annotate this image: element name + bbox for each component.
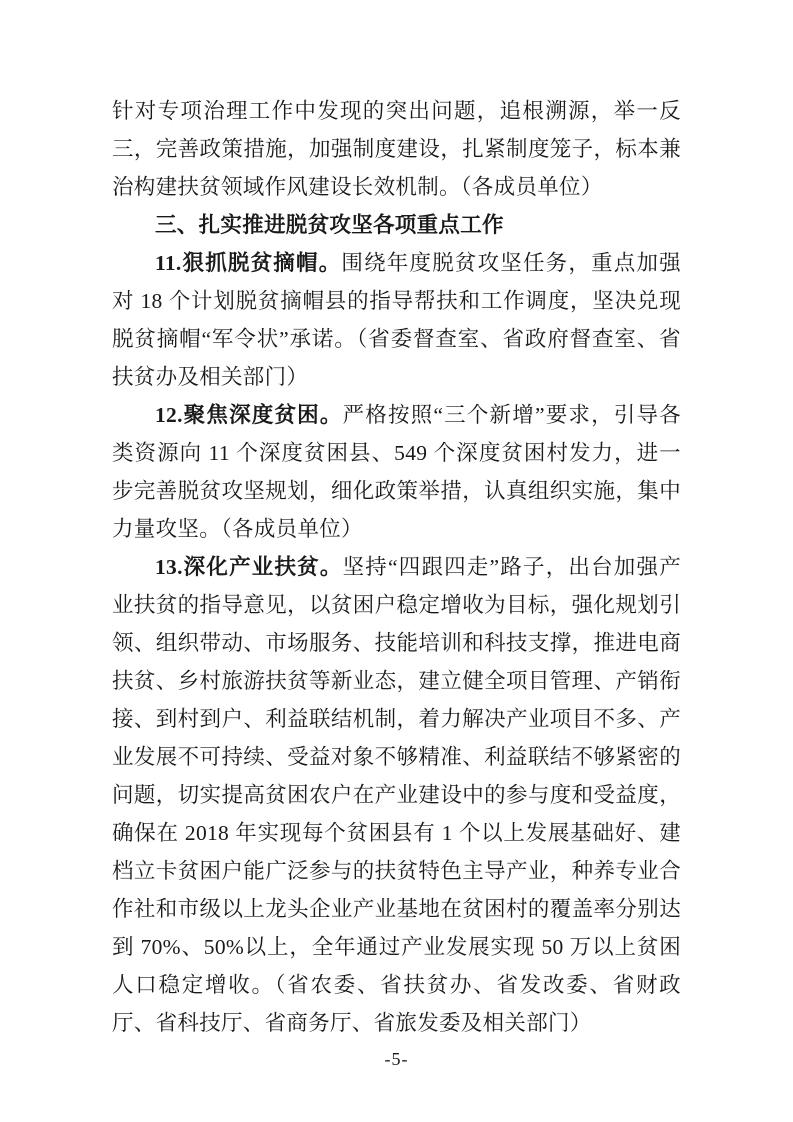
page-number: -5- [384, 1049, 409, 1069]
section-heading: 三、扎实推进脱贫攻坚各项重点工作 [155, 213, 504, 237]
item-lead-12: 聚焦深度贫困。 [182, 403, 343, 427]
item-text-12: 严格按照“三个新增”要求，引导各类资源向 11 个深度贫困县、549 个深度贫困村发力，进一步完善脱贫攻坚规划，细化政策举措，认真组织实施，集中力量攻坚。（各成员单位） [112, 403, 681, 541]
item-number-11: 11. [155, 251, 182, 275]
item-lead-13: 深化产业扶贫。 [182, 555, 343, 579]
numbered-item-12 [112, 396, 681, 548]
paragraph-continued: 针对专项治理工作中发现的突出问题，追根溯源，举一反三，完善政策措施，加强制度建设，扎紧制度笼子，标本兼治构建扶贫领域作风建设长效机制。（各成员单位） [112, 99, 681, 199]
numbered-item-13 [112, 548, 681, 1042]
item-number-13: 13. [155, 555, 183, 579]
item-text-11: 围绕年度脱贫攻坚任务，重点加强对 18 个计划脱贫摘帽县的指导帮扶和工作调度，坚决兑现脱贫摘帽“军令状”承诺。（省委督查室、省政府督查室、省扶贫办及相关部门） [112, 251, 681, 389]
item-text-13: 坚持“四跟四走”路子，出台加强产业扶贫的指导意见，以贫困户稳定增收为目标，强化规划引领、组织带动、市场服务、技能培训和科技支撑，推进电商扶贫、乡村旅游扶贫等新业态，建立健全项目管理、产销衔接、到村到户、利益联结机制，着力解决产业项目不多、产业发展不可持续、受益对象不够精准、利益联结不够紧密的问题，切实提高贫困农户在产业建设中的参与度和受益度，确保在 2018 年实现每个贫困县有 1 个以上发展基础好、建档立卡贫困户能广泛参与的扶贫特色主导产业，种养专业合作社和市级以上龙头企业产业基地在贫困村的覆盖率分别达到 70%、50%以上，全年通过产业发展实现 50 万以上贫困人口稳定增收。（省农委、省扶贫办、省发改委、省财政厅、省科技厅、省商务厅、省旅发委及相关部门） [112, 555, 681, 1035]
numbered-item-11 [112, 244, 681, 396]
item-lead-11: 狠抓脱贫摘帽。 [181, 251, 342, 275]
document-body [112, 92, 681, 1042]
item-number-12: 12. [155, 403, 183, 427]
